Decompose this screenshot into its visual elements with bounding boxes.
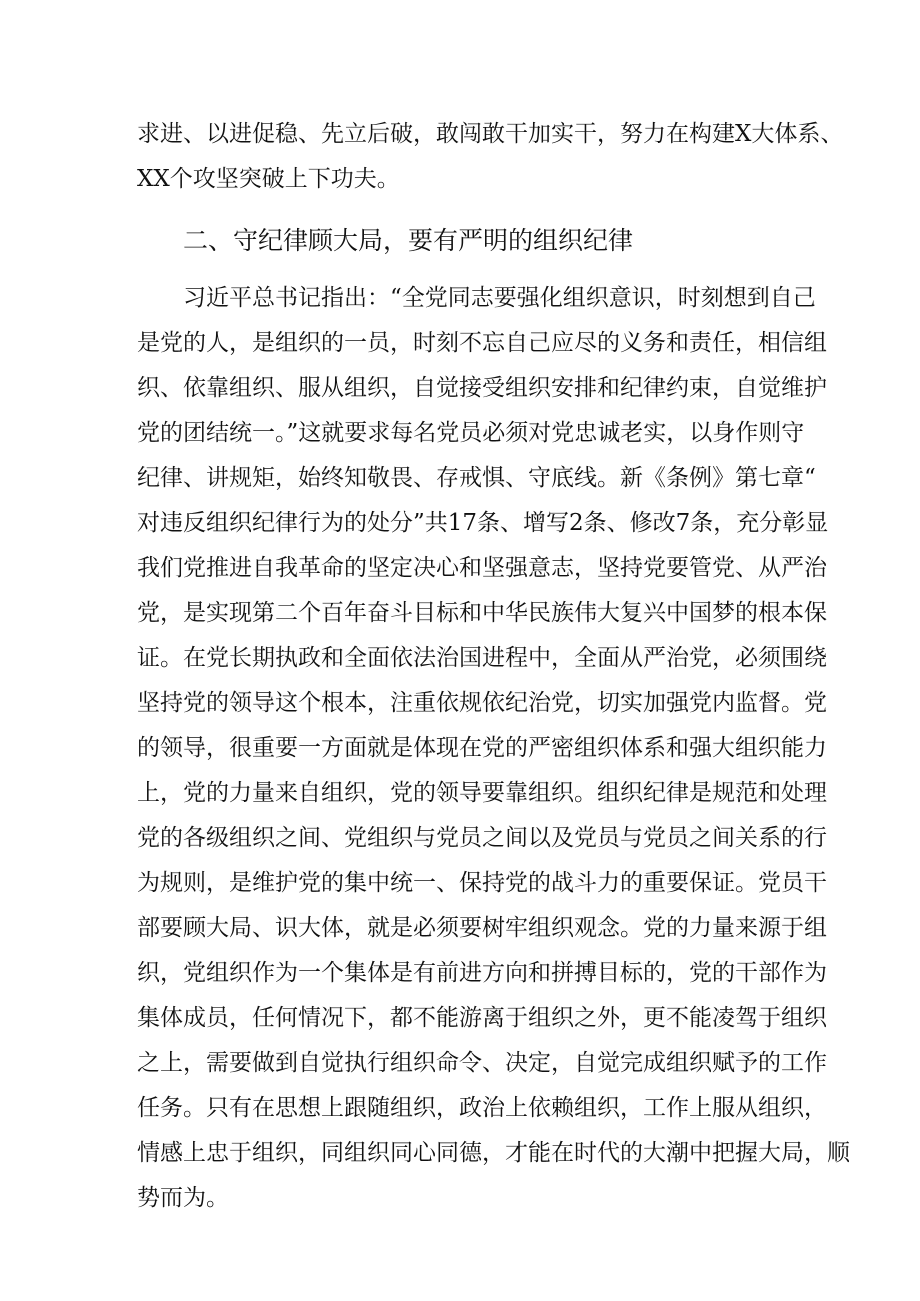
- section-heading: 二、守纪律顾大局，要有严明的组织纪律: [183, 226, 634, 255]
- body-line-10: 坚持党的领导这个根本，注重依规依纪治党，切实加强党内监督。党: [137, 690, 827, 716]
- body-line-7: 我们党推进自我革命的坚定决心和坚强意志，坚持党要管党、从严治: [137, 555, 827, 581]
- body-line-21: 势而为。: [137, 1185, 229, 1211]
- body-line-18: 之上，需要做到自觉执行组织命令、决定，自觉完成组织赋予的工作: [137, 1050, 827, 1076]
- body-line-2: 是党的人，是组织的一员，时刻不忘自己应尽的义务和责任，相信组: [137, 330, 827, 356]
- intro-line-1: 求进、以进促稳、先立后破，敢闯敢干加实干，努力在构建X大体系、: [137, 121, 844, 147]
- body-line-3: 织、依靠组织、服从组织，自觉接受组织安排和纪律约束，自觉维护: [137, 375, 827, 401]
- body-line-9: 证。在党长期执政和全面依法治国进程中，全面从严治党，必须围绕: [137, 645, 827, 671]
- body-line-8: 党，是实现第二个百年奋斗目标和中华民族伟大复兴中国梦的根本保: [137, 600, 827, 626]
- body-line-1: 习近平总书记指出：“全党同志要强化组织意识，时刻想到自己: [183, 285, 816, 311]
- body-line-19: 任务。只有在思想上跟随组织，政治上依赖组织，工作上服从组织，: [137, 1095, 827, 1121]
- intro-line-2: XX个攻坚突破上下功夫。: [137, 166, 400, 192]
- body-line-17: 集体成员，任何情况下，都不能游离于组织之外，更不能凌驾于组织: [137, 1005, 827, 1031]
- body-line-5: 纪律、讲规矩，始终知敬畏、存戒惧、守底线。新《条例》第七章“: [137, 465, 816, 491]
- body-line-16: 织，党组织作为一个集体是有前进方向和拼搏目标的，党的干部作为: [137, 960, 827, 986]
- body-line-11: 的领导，很重要一方面就是体现在党的严密组织体系和强大组织能力: [137, 735, 827, 761]
- body-line-12: 上，党的力量来自组织，党的领导要靠组织。组织纪律是规范和处理: [137, 780, 827, 806]
- body-line-6: 对违反组织纪律行为的处分”共17条、增写2条、修改7条，充分彰显: [137, 510, 829, 536]
- body-line-20: 情感上忠于组织，同组织同心同德，才能在时代的大潮中把握大局，顺: [137, 1140, 850, 1166]
- body-line-15: 部要顾大局、识大体，就是必须要树牢组织观念。党的力量来源于组: [137, 915, 827, 941]
- body-line-13: 党的各级组织之间、党组织与党员之间以及党员与党员之间关系的行: [137, 825, 827, 851]
- body-line-14: 为规则，是维护党的集中统一、保持党的战斗力的重要保证。党员干: [137, 870, 827, 896]
- body-line-4: 党的团结统一。”这就要求每名党员必须对党忠诚老实，以身作则守: [137, 420, 805, 446]
